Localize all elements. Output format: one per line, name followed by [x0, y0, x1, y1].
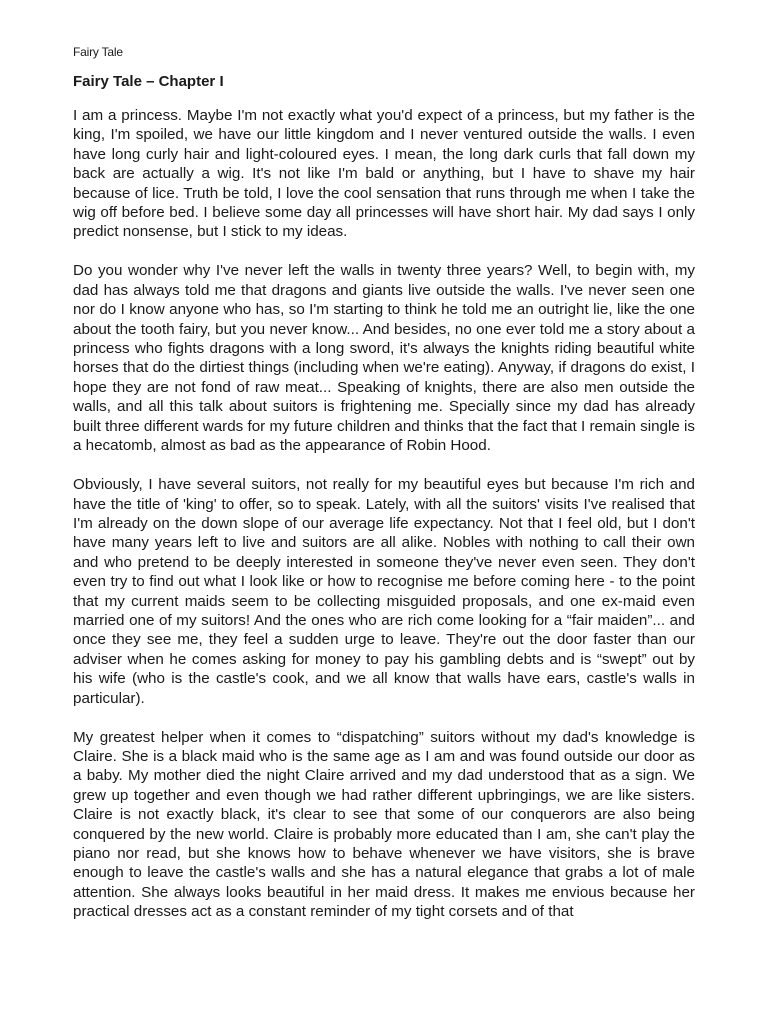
chapter-title: Fairy Tale – Chapter I: [73, 73, 224, 90]
document-page: [73, 44, 695, 922]
paragraph-2: Do you wonder why I've never left the walls in twenty three years? Well, to begin with, my dad has always told me that dragons and giants live outside the walls. I've never seen one nor do I know anyone who has, so I'm starting to think he told me an outright lie, like the one about the tooth fairy, but you never know... And besides, no one ever told me a story about a princess who fights dragons with a long sword, it's always the knights riding beautiful white horses that do the dirtiest things (including when we're eating). Anyway, if dragons do exist, I hope they are not fond of raw meat... Speaking of knights, there are also men outside the walls, and all this talk about suitors is frightening me. Specially since my dad has already built three different wards for my future children and thinks that the fact that I remain single is a hecatomb, almost as bad as the appearance of Robin Hood.: [73, 262, 695, 455]
paragraph-1: I am a princess. Maybe I'm not exactly what you'd expect of a princess, but my father is the king, I'm spoiled, we have our little kingdom and I never ventured outside the walls. I even have long curly hair and light-coloured eyes. I mean, the long dark curls that fall down my back are actually a wig. It's not like I'm bald or anything, but I have to shave my hair because of lice. Truth be told, I love the cool sensation that runs through me when I take the wig off before bed. I believe some day all princesses will have short hair. My dad says I only predict nonsense, but I stick to my ideas.: [73, 107, 695, 241]
running-header: Fairy Tale: [73, 45, 123, 59]
paragraph-4: My greatest helper when it comes to “dispatching” suitors without my dad's knowledge is Claire. She is a black maid who is the same age as I am and was found outside our door as a baby. My mother died the night Claire arrived and my dad understood that as a sign. We grew up together and even though we had rather different upbringings, we are like sisters. Claire is not exactly black, it's clear to see that some of our conquerors are also being conquered by the new world. Claire is probably more educated than I am, she can't play the piano nor read, but she knows how to behave whenever we have visitors, she is brave enough to leave the castle's walls and she has a natural elegance that grabs a lot of male attention. She always looks beautiful in her maid dress. It makes me envious because her practical dresses act as a constant reminder of my tight corsets and of that: [73, 728, 695, 921]
paragraph-3: Obviously, I have several suitors, not really for my beautiful eyes but because I'm rich and have the title of 'king' to offer, so to speak. Lately, with all the suitors' visits I've realised that I'm already on the down slope of our average life expectancy. Not that I feel old, but I don't have many years left to live and suitors are all alike. Nobles with nothing to call their own and who pretend to be deeply interested in someone they've never even seen. They don't even try to find out what I look like or how to recognise me before coming here - to the point that my current maids seem to be collecting misguided proposals, and one ex-maid even married one of my suitors! And the ones who are rich come looking for a “fair maiden”... and once they see me, they feel a sudden urge to leave. They're out the door faster than our adviser when he comes asking for money to pay his gambling debts and is “swept” out by his wife (who is the castle's cook, and we all know that walls have ears, castle's walls in particular).: [73, 476, 695, 707]
